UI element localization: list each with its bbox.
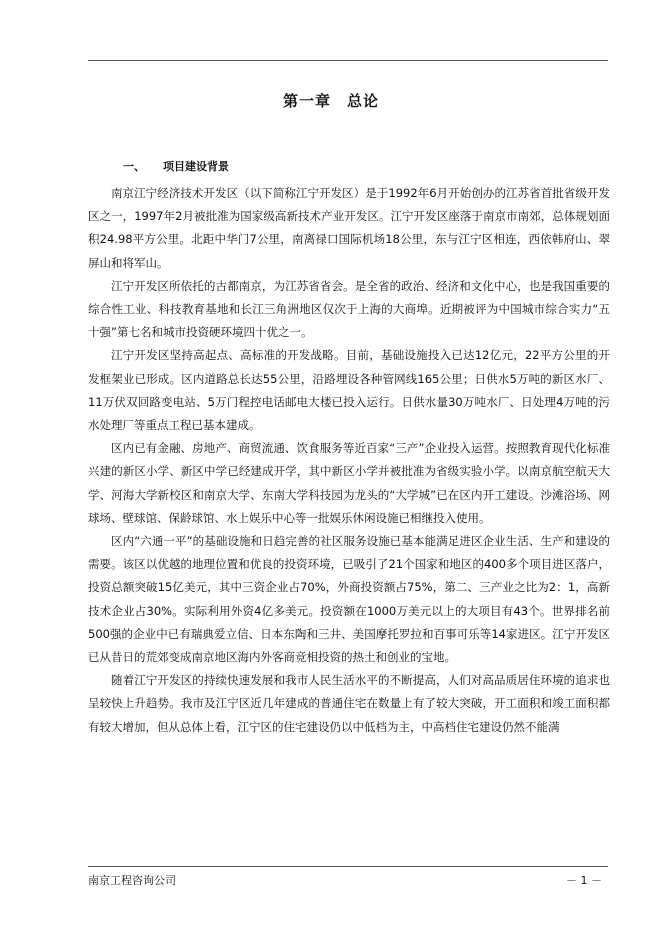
header-rule [88,60,608,61]
body-text [88,182,610,739]
footer-rule [88,866,608,867]
section-number: 一、 [123,160,145,173]
page-number: － 1 － [566,874,602,887]
paragraph: 区内已有金融、房地产、商贸流通、饮食服务等近百家“三产”企业投入运营。按照教育现代化标准兴建的新区小学、新区中学已经建成开学，其中新区小学并被批准为省级实验小学。以南京航空航天大学、河海大学新校区和南京大学、东南大学科技园为龙头的“大学城”已在区内开工建设。沙滩浴场、网球场、壁球馆、保龄球馆、水上娱乐中心等一批娱乐休闲设施已相继投入使用。 [88,441,610,525]
paragraph: 江宁开发区坚持高起点、高标准的开发战略。目前，基础设施投入已达12亿元，22平方公里的开发框架业已形成。区内道路总长达55公里，沿路埋设各种管网线165公里；日供水5万吨的新区水厂、11万伏双回路变电站、5万门程控电话邮电大楼已投入运行。日供水量30万吨水厂、日处理4万吨的污水处理厂等重点工程已基本建成。 [88,348,610,433]
paragraph: 江宁开发区所依托的古都南京，为江苏省省会。是全省的政治、经济和文化中心，也是我国重要的综合性工业、科技教育基地和长江三角洲地区仅次于上海的大商埠。近期被评为中国城市综合实力“五十强”第七名和城市投资硬环境四十优之一。 [88,278,610,340]
paragraph: 随着江宁开发区的持续快速发展和我市人民生活水平的不断提高，人们对高品质居住环境的追求也呈较快上升趋势。我市及江宁区近几年建成的普通住宅在数量上有了较大突破，开工面积和竣工面积都有较大增加，但从总体上看，江宁区的住宅建设仍以中低档为主，中高档住宅建设仍然不能满 [88,673,610,734]
paragraph: 南京江宁经济技术开发区（以下简称江宁开发区）是于1992年6月开始创办的江苏省首批省级开发区之一，1997年2月被批准为国家级高新技术产业开发区。江宁开发区座落于南京市南郊，总体规划面积24.98平方公里。北距中华门7公里，南离禄口国际机场18公里，东与江宁区相连，西依韩府山、翠屏山和将军山。 [88,186,610,270]
chapter-title: 第一章 总论 [282,92,379,110]
paragraph: 区内“六通一平”的基础设施和日趋完善的社区服务设施已基本能满足进区企业生活、生产和建设的需要。该区以优越的地理位置和优良的投资环境，已吸引了21个国家和地区的400多个项目进区落户，投资总额突破15亿美元，其中三资企业占70%，外商投资额占75%，第二、三产业之比为2：1，高新技术企业占30%。实际利用外资4亿多美元。投资额在1000万美元以上的大项目有43个。世界排名前500强的企业中已有瑞典爱立信、日本东陶和三井、美国摩托罗拉和百事可乐等14家进区。江宁开发区已从昔日的荒郊变成南京地区海内外客商竞相投资的热土和创业的宝地。 [88,534,610,665]
section-title: 项目建设背景 [163,160,229,173]
footer-company: 南京工程咨询公司 [88,874,176,887]
section-heading [123,158,229,174]
